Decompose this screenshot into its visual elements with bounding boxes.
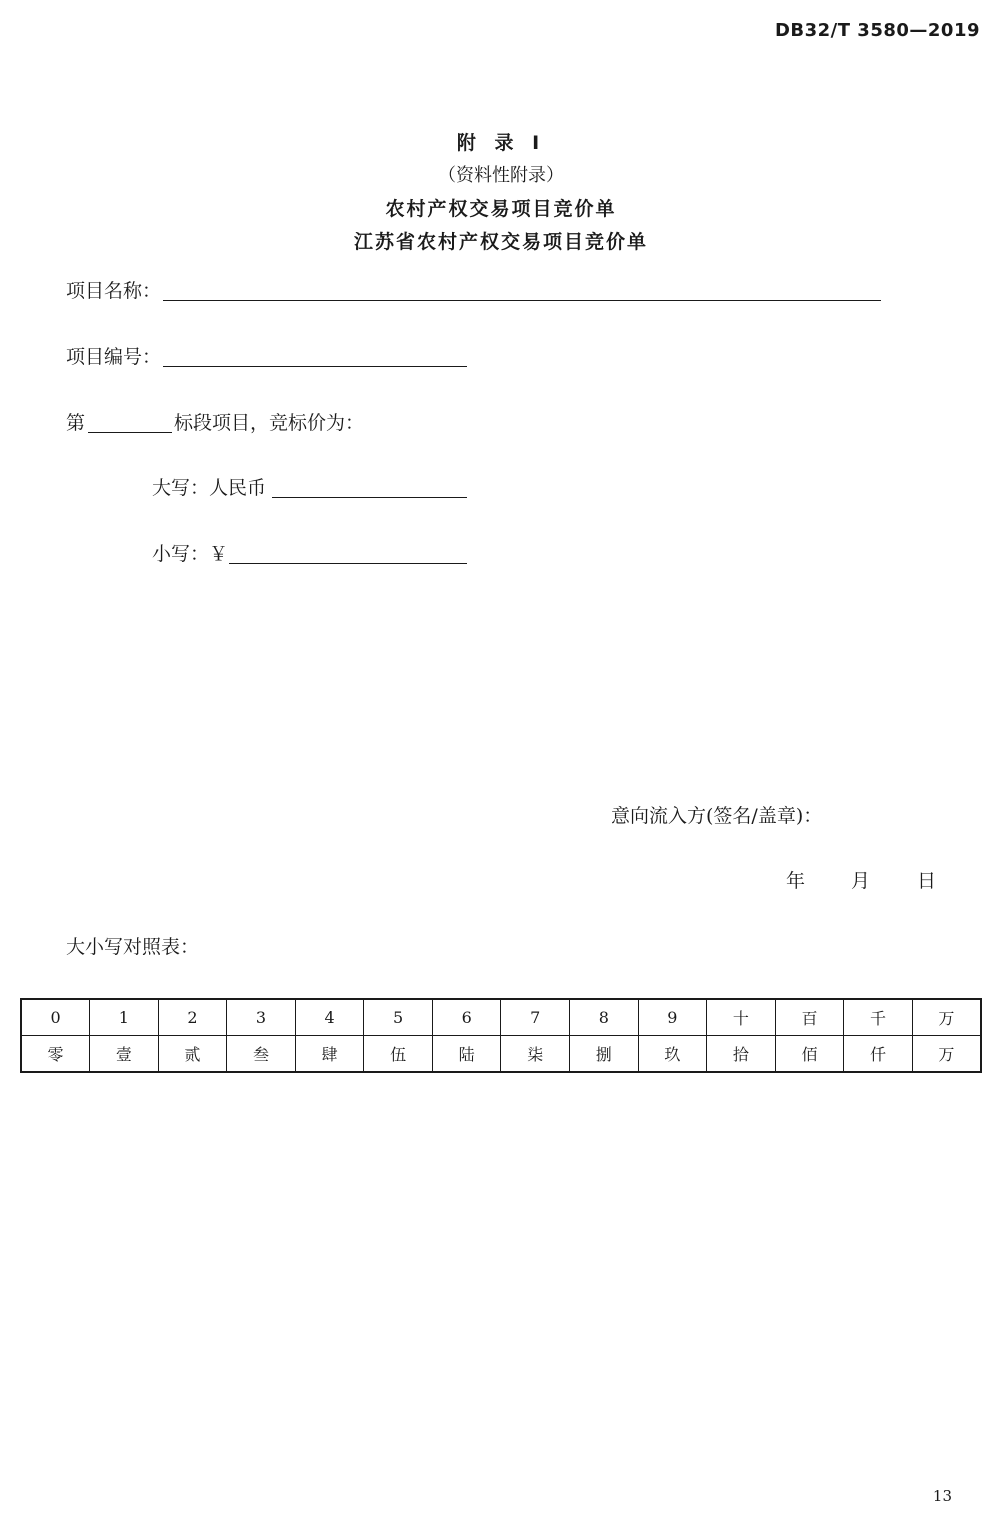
table-cell: 壹 — [90, 1036, 159, 1073]
table-cell: 5 — [364, 999, 433, 1036]
date-month: 月 — [851, 870, 871, 892]
table-cell: 3 — [227, 999, 296, 1036]
form-subtitle: 江苏省农村产权交易项目竞价单 — [353, 231, 648, 253]
date-year: 年 — [786, 870, 806, 892]
document-code: DB32/T 3580—2019 — [774, 20, 980, 41]
numeric-amount-label: 小写：￥ — [152, 543, 229, 565]
table-cell: 7 — [501, 999, 570, 1036]
project-no-line — [163, 366, 467, 367]
table-cell: 肆 — [295, 1036, 364, 1073]
table-cell: 0 — [21, 999, 90, 1036]
table-cell: 6 — [432, 999, 501, 1036]
table-cell: 4 — [295, 999, 364, 1036]
numeral-reference-table — [20, 998, 982, 1073]
appendix-heading: 附 录 I — [456, 132, 546, 154]
table-cell: 捌 — [570, 1036, 639, 1073]
table-cell: 柒 — [501, 1036, 570, 1073]
table-cell: 百 — [775, 999, 844, 1036]
table-cell: 仟 — [844, 1036, 913, 1073]
table-cell: 佰 — [775, 1036, 844, 1073]
table-row-capitals — [21, 1036, 981, 1073]
table-cell: 拾 — [707, 1036, 776, 1073]
table-cell: 万 — [912, 1036, 981, 1073]
table-cell: 1 — [90, 999, 159, 1036]
numeric-amount-line — [229, 563, 467, 564]
project-name-label: 项目名称： — [66, 280, 162, 302]
table-cell: 贰 — [158, 1036, 227, 1073]
table-cell: 8 — [570, 999, 639, 1036]
project-no-label: 项目编号： — [66, 346, 162, 368]
table-cell: 千 — [844, 999, 913, 1036]
table-cell: 陆 — [432, 1036, 501, 1073]
section-prefix: 第 — [66, 412, 86, 434]
table-row-digits — [21, 999, 981, 1036]
page-number: 13 — [932, 1487, 952, 1505]
table-cell: 零 — [21, 1036, 90, 1073]
table-cell: 十 — [707, 999, 776, 1036]
capital-amount-label: 大写：人民币 — [152, 477, 267, 499]
table-cell: 玖 — [638, 1036, 707, 1073]
appendix-note: （资料性附录） — [438, 165, 564, 186]
reference-table-label: 大小写对照表： — [66, 936, 200, 958]
project-name-line — [163, 300, 881, 301]
form-title: 农村产权交易项目竞价单 — [385, 198, 617, 220]
table-cell: 叁 — [227, 1036, 296, 1073]
table-cell: 万 — [912, 999, 981, 1036]
signature-label: 意向流入方(签名/盖章)： — [611, 805, 823, 827]
section-line — [88, 432, 172, 433]
date-day: 日 — [917, 870, 937, 892]
capital-amount-line — [272, 497, 467, 498]
section-suffix: 标段项目，竞标价为： — [174, 412, 365, 434]
table-cell: 2 — [158, 999, 227, 1036]
table-cell: 伍 — [364, 1036, 433, 1073]
table-cell: 9 — [638, 999, 707, 1036]
